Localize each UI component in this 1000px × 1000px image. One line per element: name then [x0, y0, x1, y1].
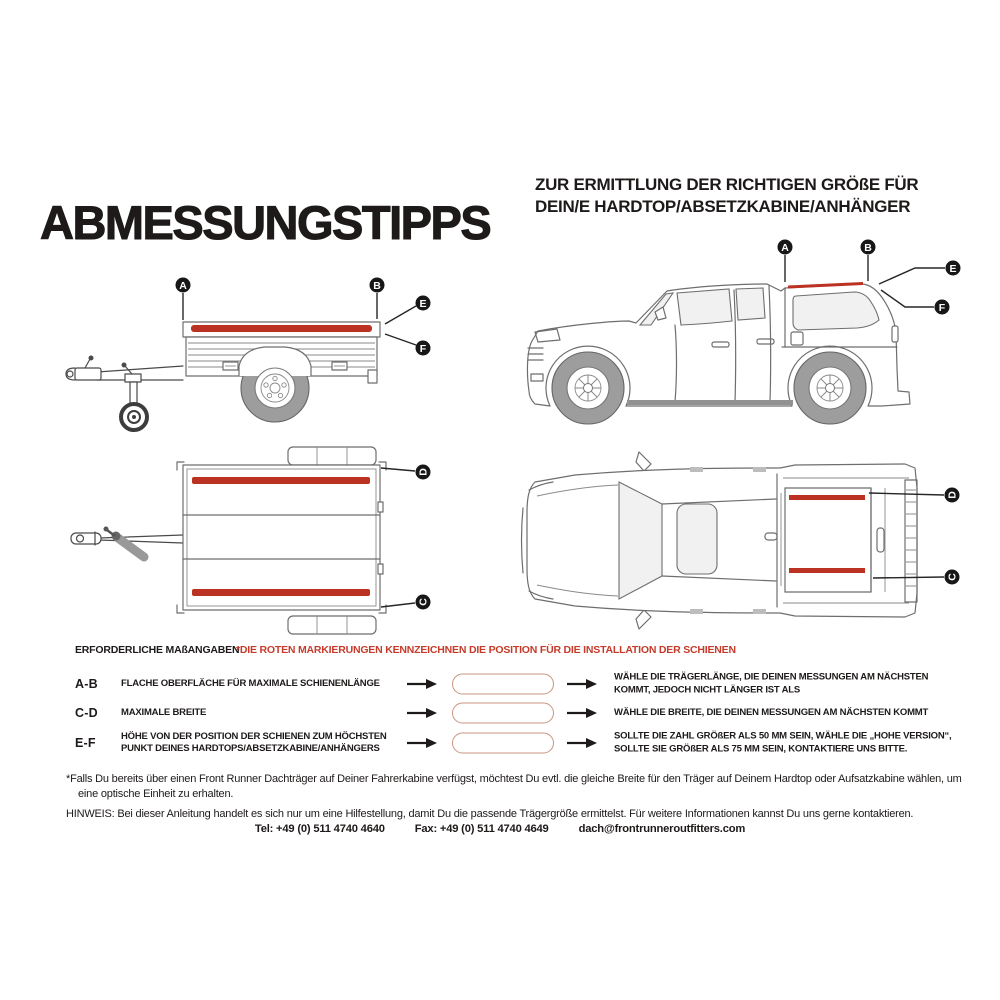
marker-d-trailer [381, 465, 431, 480]
svg-text:E: E [419, 298, 427, 310]
trailer-side-diagram [55, 262, 465, 447]
svg-text:B: B [864, 242, 872, 254]
row-result: SOLLTE DIE ZAHL GRÖßER ALS 50 MM SEIN, WÄHLE DIE „HOHE VERSION“, SOLLTE SIE GRÖßER ALS 75 MM SEIN, KONTAKTIERE UNS BITTE. [614, 730, 952, 754]
row-result: WÄHLE DIE BREITE, DIE DEINEN MESSUNGEN AM NÄCHSTEN KOMMT [614, 706, 929, 718]
svg-text:D: D [946, 491, 959, 499]
svg-text:B: B [373, 280, 381, 292]
footer-fax: Fax: +49 (0) 511 4740 4649 [414, 823, 549, 835]
measurement-row-ef [75, 726, 987, 760]
marker-c-trailer [381, 595, 431, 610]
marker-f-trailer [385, 334, 431, 356]
arrow-right-icon [567, 679, 597, 690]
arrow-right-icon [567, 738, 597, 749]
contact-footer [0, 823, 1000, 835]
marker-b-truck [861, 240, 876, 282]
row-description: HÖHE VON DER POSITION DER SCHIENEN ZUM HÖCHSTEN PUNKT DEINES HARDTOPS/ABSETZKABINE/ANHÄNGERS [121, 731, 387, 754]
svg-text:F: F [419, 343, 427, 355]
measurement-blank-pill [452, 703, 554, 724]
rail-position-marking [192, 589, 370, 596]
rail-position-marking [789, 568, 865, 573]
rail-position-marking [192, 477, 370, 484]
marker-a-truck [778, 240, 793, 283]
page-subtitle [535, 174, 975, 217]
trailer-top-diagram [55, 438, 465, 643]
rear-wheel [794, 352, 866, 424]
rail-position-marking [191, 325, 372, 332]
red-markings-note: *DIE ROTEN MARKIERUNGEN KENNZEICHNEN DIE POSITION FÜR DIE INSTALLATION DER SCHIENEN [236, 644, 736, 656]
page-title: ABMESSUNGSTIPPS [40, 196, 491, 250]
marker-e-trailer [385, 296, 431, 325]
marker-a-trailer [176, 278, 191, 321]
truck-side-diagram [505, 228, 970, 428]
row-description: MAXIMALE BREITE [121, 707, 207, 718]
marker-b-trailer [370, 278, 385, 320]
front-wheel [552, 352, 624, 424]
row-description: FLACHE OBERFLÄCHE FÜR MAXIMALE SCHIENENLÄNGE [121, 678, 380, 689]
svg-text:D: D [417, 468, 430, 476]
svg-text:A: A [179, 280, 187, 292]
row-key: E-F [75, 736, 96, 750]
hint-note: HINWEIS: Bei dieser Anleitung handelt es sich nur um eine Hilfestellung, damit Du die passende Trägergröße ermittelst. Für weitere Informationen kannst Du uns gerne kontaktieren. [66, 808, 914, 820]
measurement-blank-pill [452, 674, 554, 695]
measurements-heading: ERFORDERLICHE MAßANGABEN [75, 644, 240, 656]
arrow-right-icon [407, 708, 437, 719]
row-key: C-D [75, 706, 98, 720]
truck-top-diagram [505, 438, 970, 643]
svg-text:E: E [949, 263, 957, 275]
footer-tel: Tel: +49 (0) 511 4740 4640 [254, 823, 385, 835]
footer-email: dach@frontrunneroutfitters.com [578, 823, 746, 835]
subtitle-line-2: DEIN/E HARDTOP/ABSETZKABINE/ANHÄNGER [535, 196, 911, 216]
svg-text:F: F [938, 302, 946, 314]
footnote: *Falls Du bereits über einen Front Runner Dachträger auf Deiner Fahrerkabine verfügst, möchtest Du evtl. die gleiche Breite für den Träger auf Deinem Hardtop oder Aufsatzkabine wählen, um eine optische Einheit zu erhalten. [66, 773, 962, 800]
measurement-blank-pill [452, 733, 554, 754]
marker-e-truck [879, 261, 961, 285]
svg-text:C: C [946, 573, 959, 581]
svg-text:A: A [781, 242, 789, 254]
rail-position-marking [789, 495, 865, 500]
marker-f-truck [881, 290, 950, 315]
svg-text:C: C [417, 598, 430, 606]
arrow-right-icon [567, 708, 597, 719]
measurement-row-cd [75, 696, 987, 730]
arrow-right-icon [407, 738, 437, 749]
arrow-right-icon [407, 679, 437, 690]
row-key: A-B [75, 677, 98, 691]
subtitle-line-1: ZUR ERMITTLUNG DER RICHTIGEN GRÖßE FÜR [535, 175, 919, 194]
row-result: WÄHLE DIE TRÄGERLÄNGE, DIE DEINEN MESSUNGEN AM NÄCHSTEN KOMMT, JEDOCH NICHT LÄNGER IST ALS [614, 671, 929, 695]
